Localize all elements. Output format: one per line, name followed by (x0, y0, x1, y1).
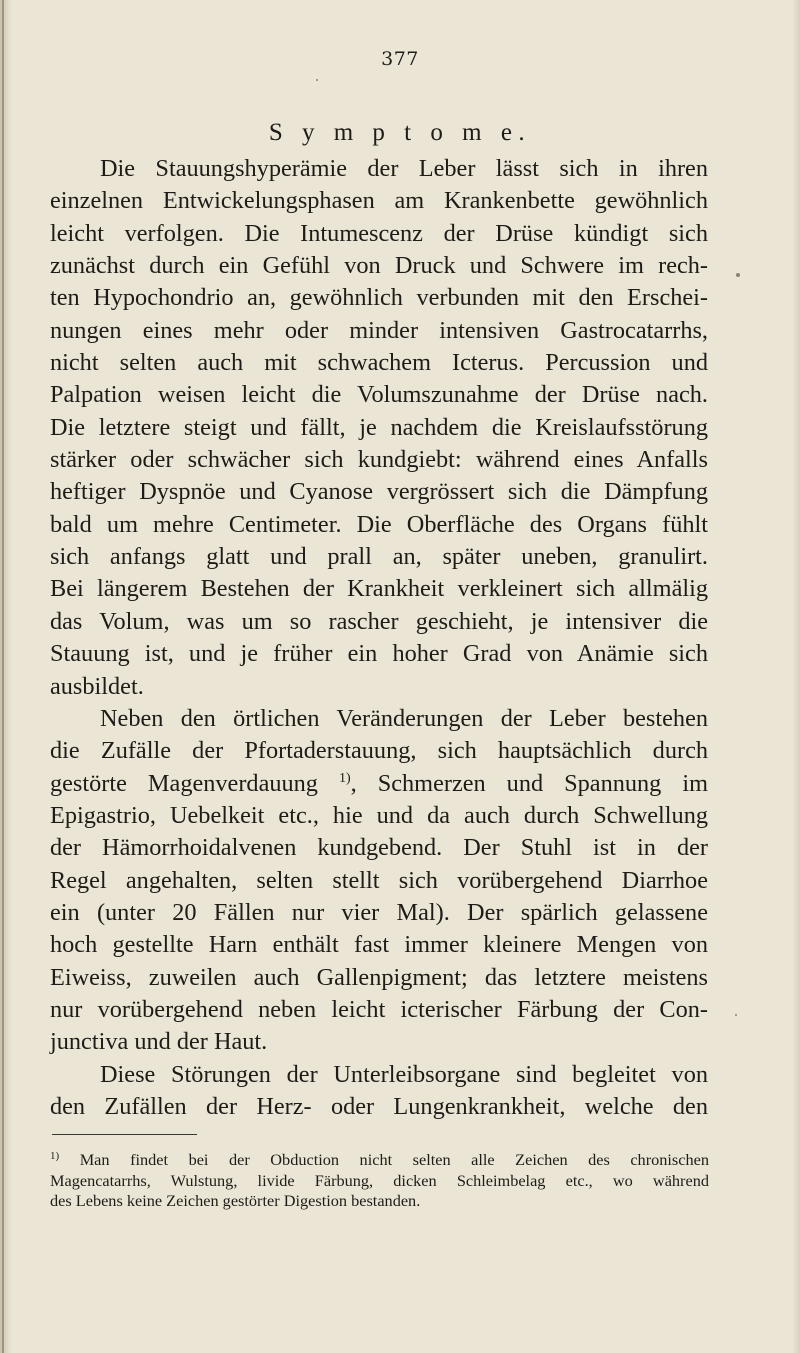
text-line: nur vorübergehend neben leicht icterischer Färbung der Con- (50, 995, 708, 1023)
text-line: leicht verfolgen. Die Intumescenz der Drüse kündigt sich (50, 219, 708, 247)
footnote-mark: 1) (50, 1150, 60, 1162)
text-fragment: , Schmerzen und Spannung im (350, 769, 708, 797)
text-line: Palpation weisen leicht die Volumszunahme der Drüse nach. (50, 381, 708, 409)
text-line: Regel angehalten, selten stellt sich vorübergehend Diarrhoe (50, 866, 708, 894)
text-line: Neben den örtlichen Veränderungen der Leber bestehen (100, 704, 708, 732)
text-line: Eiweiss, zuweilen auch Gallenpigment; das letztere meistens (50, 963, 708, 991)
paper-speck (316, 79, 318, 81)
paragraph-1 (50, 153, 708, 703)
text-fragment: Man findet bei der Obduction nicht selten alle Zeichen des chronischen (79, 1150, 709, 1169)
section-heading: S y m p t o m e. (268, 119, 532, 146)
text-line: junctiva und der Haut. (50, 1028, 268, 1056)
text-line: nicht selten auch mit schwachem Icterus. Percussion und (50, 349, 708, 377)
text-line: den Zufällen der Herz- oder Lungenkrankheit, welche den (50, 1092, 708, 1120)
footnote-line: des Lebens keine Zeichen gestörter Digestion bestanden. (50, 1191, 421, 1210)
text-line: einzelnen Entwickelungsphasen am Krankenbette gewöhnlich (50, 187, 708, 215)
text-line: Epigastrio, Uebelkeit etc., hie und da auch durch Schwellung (50, 801, 708, 829)
text-line: die Zufälle der Pfortaderstauung, sich hauptsächlich durch (50, 737, 708, 765)
paragraph-2 (50, 703, 708, 1059)
footnote-line: Magencatarrhs, Wulstung, livide Färbung, dicken Schleimbelag etc., wo während (50, 1170, 709, 1190)
text-line: Stauung ist, und je früher ein hoher Grad von Anämie sich (50, 640, 708, 668)
text-line: ein (unter 20 Fällen nur vier Mal). Der spärlich gelassene (50, 898, 708, 926)
text-line: Diese Störungen der Unterleibsorgane sind begleitet von (100, 1060, 708, 1088)
paper-speck (735, 1014, 737, 1016)
text-line: heftiger Dyspnöe und Cyanose vergrössert sich die Dämpfung (50, 478, 708, 506)
text-line: Die letztere steigt und fällt, je nachdem die Kreislaufsstörung (50, 413, 708, 441)
footnote (50, 1150, 709, 1212)
text-line: ausbildet. (50, 672, 144, 700)
paragraph-3 (50, 1059, 708, 1124)
text-line: hoch gestellte Harn enthält fast immer kleinere Mengen von (50, 931, 708, 959)
text-line-with-footnote (50, 768, 708, 800)
body-text (50, 153, 708, 1123)
text-line: Die Stauungshyperämie der Leber lässt sich in ihren (100, 155, 708, 182)
footnote-separator (52, 1134, 197, 1135)
text-fragment: gestörte Magenverdauung (50, 769, 318, 797)
text-line: nungen eines mehr oder minder intensiven Gastrocatarrhs, (50, 316, 708, 344)
binding-shadow (2, 0, 4, 1353)
page-right-edge (792, 0, 800, 1353)
text-line: der Hämorrhoidalvenen kundgebend. Der Stuhl ist in der (50, 834, 708, 862)
footnote-reference[interactable]: 1) (338, 770, 351, 786)
text-line: Bei längerem Bestehen der Krankheit verkleinert sich allmälig (50, 575, 708, 603)
text-line: stärker oder schwächer sich kundgiebt: während eines Anfalls (50, 446, 708, 474)
text-line: das Volum, was um so rascher geschieht, je intensiver die (50, 607, 708, 635)
footnote-line (50, 1150, 709, 1171)
page-number: 377 (381, 48, 419, 70)
text-line: sich anfangs glatt und prall an, später uneben, granulirt. (50, 543, 708, 571)
text-line: ten Hypochondrio an, gewöhnlich verbunden mit den Erschei- (50, 284, 708, 312)
paper-speck (736, 273, 740, 277)
text-line: zunächst durch ein Gefühl von Druck und Schwere im rech- (50, 252, 708, 280)
text-line: bald um mehre Centimeter. Die Oberfläche des Organs fühlt (50, 510, 708, 538)
